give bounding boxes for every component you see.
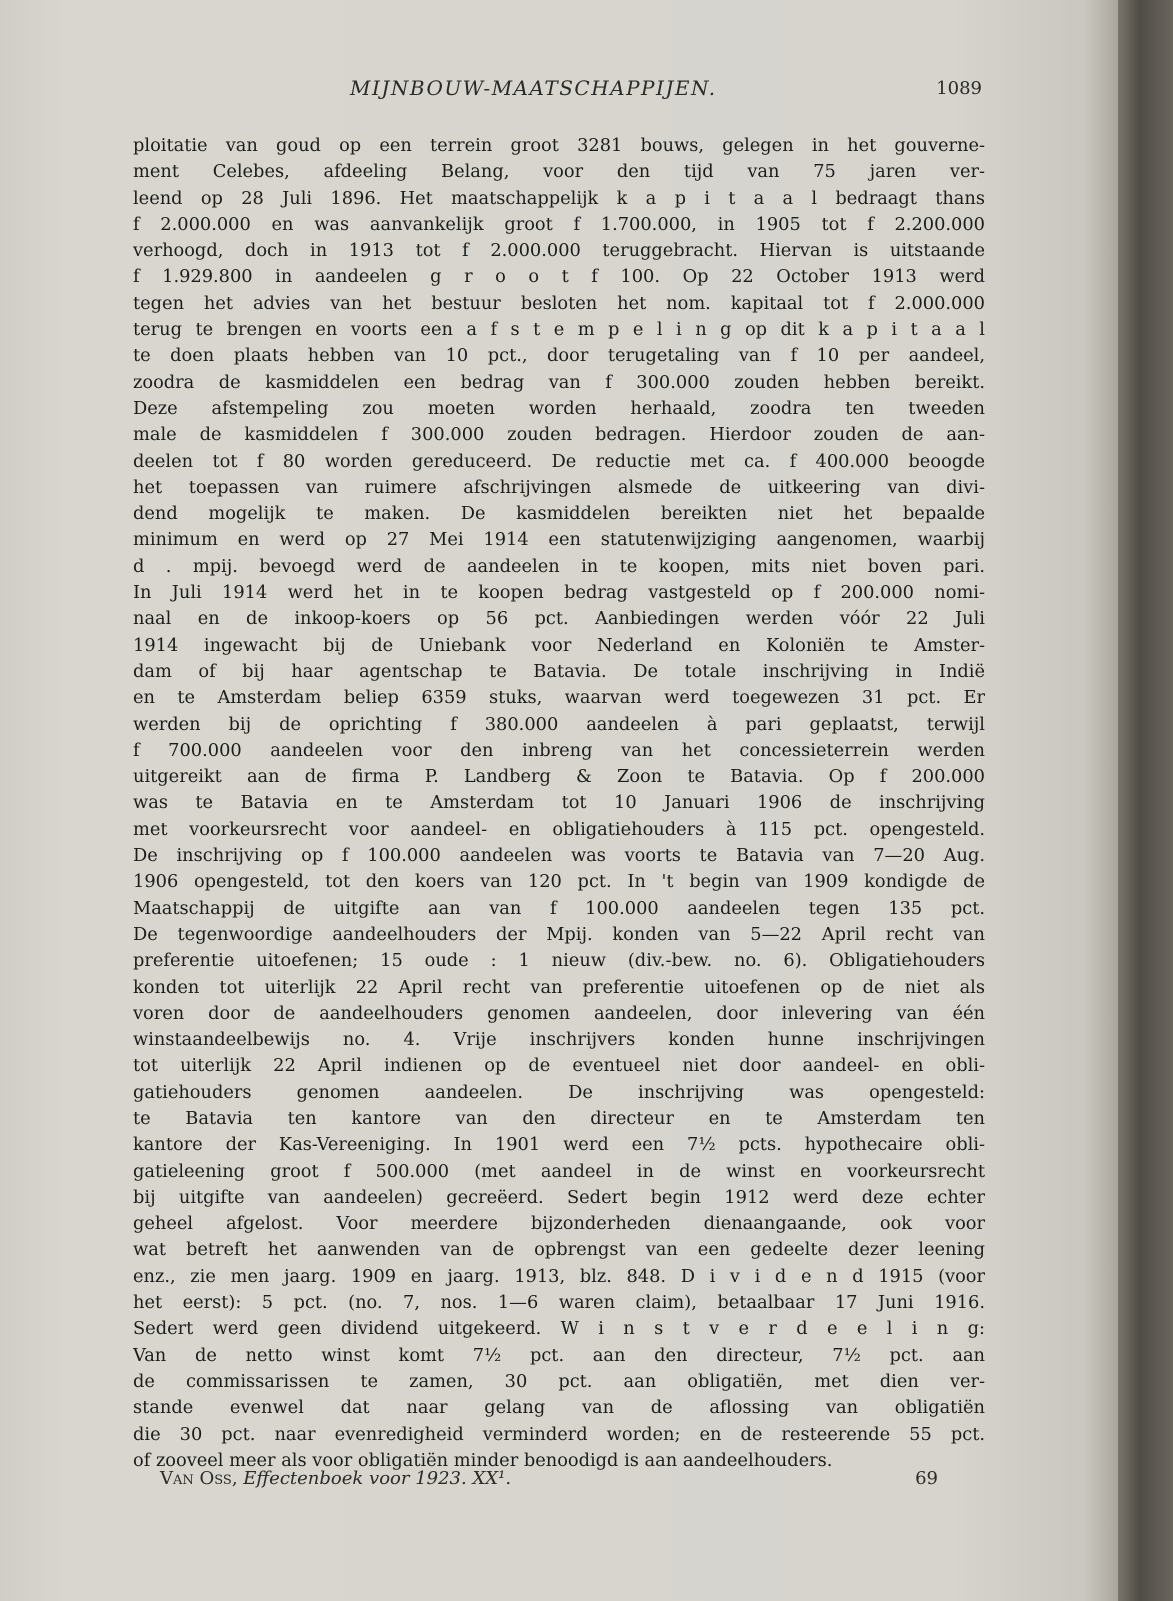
text-line: met voorkeursrecht voor aandeel- en obligatiehouders à 115 pct. opengesteld.	[133, 818, 985, 840]
text-line: De tegenwoordige aandeelhouders der Mpij. konden van 5—22 April recht van	[133, 923, 985, 945]
text-line: preferentie uitoefenen; 15 oude : 1 nieuw (div.-bew. no. 6). Obligatiehouders	[133, 950, 985, 972]
text-line: Sedert werd geen dividend uitgekeerd. W i n s t v e r d e e l i n g:	[133, 1318, 985, 1340]
text-line: de commissarissen te zamen, 30 pct. aan obligatiën, met dien ver-	[133, 1370, 985, 1392]
text-line: of zooveel meer als voor obligatiën minder benoodigd is aan aandeelhouders.	[133, 1449, 833, 1471]
text-line: tot uiterlijk 22 April indienen op de eventueel niet door aandeel- en obli-	[133, 1055, 985, 1077]
text-line: f 2.000.000 en was aanvankelijk groot f 1.700.000, in 1905 tot f 2.200.000	[133, 213, 985, 235]
text-line: In Juli 1914 werd het in te koopen bedrag vastgesteld op f 200.000 nomi-	[133, 582, 985, 604]
text-line: was te Batavia en te Amsterdam tot 10 Januari 1906 de inschrijving	[133, 792, 985, 814]
book-spine	[1118, 0, 1173, 1601]
text-line: dam of bij haar agentschap te Batavia. De totale inschrijving in Indië	[133, 660, 985, 682]
text-line: Van de netto winst komt 7½ pct. aan den directeur, 7½ pct. aan	[133, 1344, 985, 1366]
text-line: die 30 pct. naar evenredigheid verminderd worden; en de resteerende 55 pct.	[133, 1423, 985, 1445]
footer-author: Van Oss,	[160, 1468, 238, 1489]
text-line: dend mogelijk te maken. De kasmiddelen bereikten niet het bepaalde	[133, 503, 985, 525]
text-line: 1914 ingewacht bij de Uniebank voor Nederland en Koloniën te Amster-	[133, 634, 985, 656]
footer-sheet-number: 69	[915, 1468, 938, 1489]
text-line: het toepassen van ruimere afschrijvingen alsmede de uitkeering van divi-	[133, 476, 985, 498]
text-line: Deze afstempeling zou moeten worden herhaald, zoodra ten tweeden	[133, 397, 985, 419]
text-line: winstaandeelbewijs no. 4. Vrije inschrijvers konden hunne inschrijvingen	[133, 1029, 985, 1051]
page-footer	[160, 1468, 960, 1498]
page-number: 1089	[936, 78, 982, 99]
text-line: kantore der Kas-Vereeniging. In 1901 werd een 7½ pcts. hypothecaire obli-	[133, 1134, 985, 1156]
text-line: Maatschappij de uitgifte aan van f 100.000 aandeelen tegen 135 pct.	[133, 897, 985, 919]
text-line: ploitatie van goud op een terrein groot 3281 bouws, gelegen in het gouverne-	[133, 135, 985, 156]
text-line: tegen het advies van het bestuur besloten het nom. kapitaal tot f 2.000.000	[133, 292, 985, 314]
footer-source	[160, 1468, 511, 1489]
text-line: ment Celebes, afdeeling Belang, voor den tijd van 75 jaren ver-	[133, 161, 985, 183]
text-line: verhoogd, doch in 1913 tot f 2.000.000 teruggebracht. Hiervan is uitstaande	[133, 240, 985, 262]
text-line: 1906 opengesteld, tot den koers van 120 pct. In 't begin van 1909 kondigde de	[133, 871, 985, 893]
running-head	[130, 76, 982, 106]
text-line: d . mpij. bevoegd werd de aandeelen in te koopen, mits niet boven pari.	[133, 555, 985, 577]
text-line: deelen tot f 80 worden gereduceerd. De reductie met ca. f 400.000 beoogde	[133, 450, 985, 472]
body-text	[133, 133, 985, 1474]
text-line: male de kasmiddelen f 300.000 zouden bedragen. Hierdoor zouden de aan-	[133, 424, 985, 446]
footer-book-title: Effectenboek voor 1923.	[243, 1468, 467, 1489]
text-line: zoodra de kasmiddelen een bedrag van f 300.000 zouden hebben bereikt.	[133, 371, 985, 393]
text-line: minimum en werd op 27 Mei 1914 een statutenwijziging aangenomen, waarbij	[133, 529, 985, 551]
text-line: geheel afgelost. Voor meerdere bijzonderheden dienaangaande, ook voor	[133, 1213, 985, 1235]
text-line: enz., zie men jaarg. 1909 en jaarg. 1913, blz. 848. D i v i d e n d 1915 (voor	[133, 1265, 985, 1287]
text-line: leend op 28 Juli 1896. Het maatschappelijk k a p i t a a l bedraagt thans	[133, 187, 985, 209]
text-line: f 1.929.800 in aandeelen g r o o t f 100. Op 22 October 1913 werd	[133, 266, 985, 288]
text-line: konden tot uiterlijk 22 April recht van preferentie uitoefenen op de niet als	[133, 976, 985, 998]
text-line: te doen plaats hebben van 10 pct., door terugetaling van f 10 per aandeel,	[133, 345, 985, 367]
text-line: gatieleening groot f 500.000 (met aandeel in de winst en voorkeursrecht	[133, 1160, 985, 1182]
text-line: en te Amsterdam beliep 6359 stuks, waarvan werd toegewezen 31 pct. Er	[133, 687, 985, 709]
text-line: te Batavia ten kantore van den directeur en te Amsterdam ten	[133, 1107, 985, 1129]
text-line: naal en de inkoop-koers op 56 pct. Aanbiedingen werden vóór 22 Juli	[133, 608, 985, 630]
text-line: De inschrijving op f 100.000 aandeelen was voorts te Batavia van 7—20 Aug.	[133, 845, 985, 867]
text-line: gatiehouders genomen aandeelen. De inschrijving was opengesteld:	[133, 1081, 985, 1103]
footer-volume: XX¹.	[472, 1468, 512, 1489]
text-line: f 700.000 aandeelen voor den inbreng van het concessieterrein werden	[133, 739, 985, 761]
text-line: uitgereikt aan de firma P. Landberg & Zoon te Batavia. Op f 200.000	[133, 766, 985, 788]
text-line: wat betreft het aanwenden van de opbrengst van een gedeelte dezer leening	[133, 1239, 985, 1261]
text-line: werden bij de oprichting f 380.000 aandeelen à pari geplaatst, terwijl	[133, 713, 985, 735]
text-line: voren door de aandeelhouders genomen aandeelen, door inlevering van één	[133, 1002, 985, 1024]
running-title: MIJNBOUW-MAATSCHAPPIJEN.	[350, 76, 717, 100]
text-line: stande evenwel dat naar gelang van de aflossing van obligatiën	[133, 1397, 985, 1419]
text-line: het eerst): 5 pct. (no. 7, nos. 1—6 waren claim), betaalbaar 17 Juni 1916.	[133, 1292, 985, 1314]
text-line: terug te brengen en voorts een a f s t e m p e l i n g op dit k a p i t a a l	[133, 319, 985, 341]
text-line: bij uitgifte van aandeelen) gecreëerd. Sedert begin 1912 werd deze echter	[133, 1186, 985, 1208]
